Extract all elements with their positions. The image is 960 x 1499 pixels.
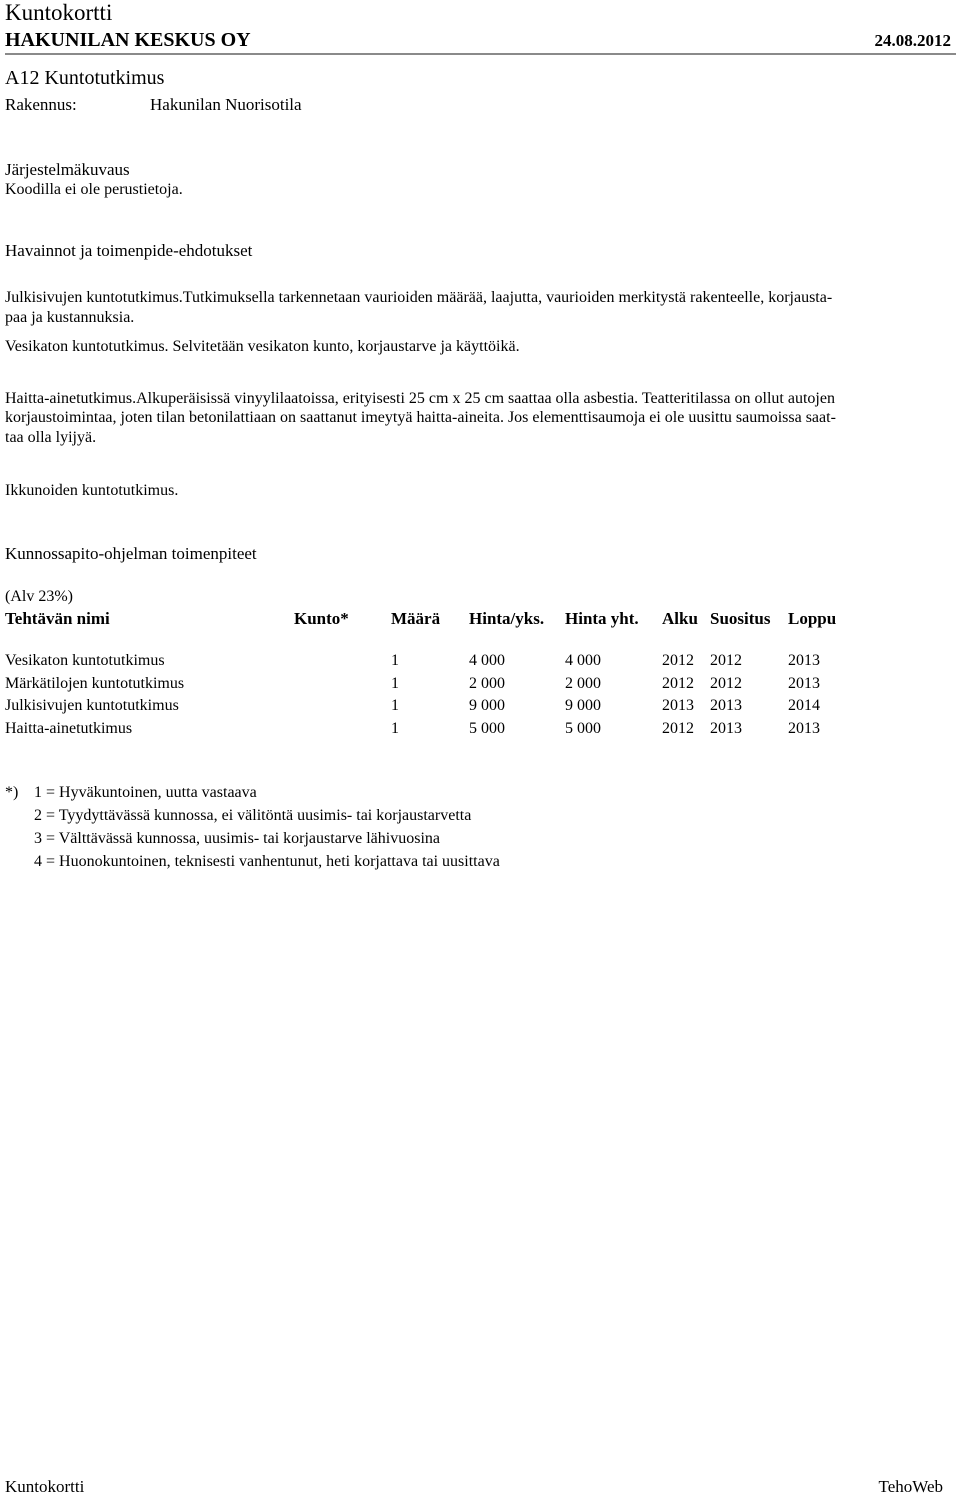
- cell-total-price: 2 000: [565, 675, 601, 692]
- observation-roof: Vesikaton kuntotutkimus. Selvitetään vesikaton kunto, korjaustarve ja käyttöikä.: [5, 338, 520, 355]
- observation-hazard-line1: Haitta-ainetutkimus.Alkuperäisissä vinyylilaatoissa, erityisesti 25 cm x 25 cm saattaa olla asbestia. Teatteritilassa on ollut autojen: [5, 390, 835, 407]
- company-name: HAKUNILAN KESKUS OY: [5, 29, 251, 51]
- cell-recommended: 2013: [710, 697, 742, 714]
- cell-start: 2012: [662, 675, 694, 692]
- cell-quantity: 1: [391, 720, 399, 737]
- system-text: Koodilla ei ole perustietoja.: [5, 181, 183, 198]
- building-value: Hakunilan Nuorisotila: [150, 95, 302, 114]
- observation-facade-line2: paa ja kustannuksia.: [5, 309, 135, 326]
- cell-unit-price: 5 000: [469, 720, 505, 737]
- cell-quantity: 1: [391, 697, 399, 714]
- cell-unit-price: 9 000: [469, 697, 505, 714]
- document-title: Kuntokortti: [5, 0, 113, 25]
- section-title: A12 Kuntotutkimus: [5, 67, 165, 89]
- document-date: 24.08.2012: [874, 31, 951, 50]
- col-header-start: Alku: [662, 609, 698, 628]
- cell-unit-price: 4 000: [469, 652, 505, 669]
- cell-total-price: 9 000: [565, 697, 601, 714]
- observation-facade-line1: Julkisivujen kuntotutkimus.Tutkimuksella tarkennetaan vaurioiden määrää, laajutta, vaurioiden merkitystä rakenteelle, korjausta-: [5, 289, 833, 306]
- cell-end: 2013: [788, 675, 820, 692]
- footer-brand: TehoWeb: [878, 1477, 943, 1496]
- cell-recommended: 2013: [710, 720, 742, 737]
- footer-title: Kuntokortti: [5, 1477, 85, 1496]
- col-header-task: Tehtävän nimi: [5, 609, 110, 628]
- cell-recommended: 2012: [710, 652, 742, 669]
- header-divider: [5, 53, 956, 55]
- legend-item: 1 = Hyväkuntoinen, uutta vastaava: [34, 784, 257, 801]
- observations-heading: Havainnot ja toimenpide-ehdotukset: [5, 241, 253, 260]
- cell-recommended: 2012: [710, 675, 742, 692]
- cell-total-price: 4 000: [565, 652, 601, 669]
- legend-item: 4 = Huonokuntoinen, teknisesti vanhentunut, heti korjattava tai uusittava: [34, 853, 500, 870]
- observation-hazard-line2: korjaustoimintaa, joten tilan betonilattiaan on saattanut imeytyä haitta-aineita. Jos elementtisaumoja ei ole uusittu saumoissa saat-: [5, 409, 836, 426]
- cell-task: Haitta-ainetutkimus: [5, 720, 133, 737]
- cell-task: Vesikaton kuntotutkimus: [5, 652, 165, 669]
- col-header-unit-price: Hinta/yks.: [469, 609, 545, 628]
- legend-marker: *): [5, 784, 19, 801]
- col-header-end: Loppu: [788, 609, 837, 628]
- maintenance-heading: Kunnossapito-ohjelman toimenpiteet: [5, 544, 257, 563]
- col-header-total-price: Hinta yht.: [565, 609, 639, 628]
- legend-item: 2 = Tyydyttävässä kunnossa, ei välitöntä uusimis- tai korjaustarvetta: [34, 807, 472, 824]
- legend-item: 3 = Välttävässä kunnossa, uusimis- tai korjaustarve lähivuosina: [34, 830, 440, 847]
- observation-windows: Ikkunoiden kuntotutkimus.: [5, 482, 179, 499]
- col-header-recommended: Suositus: [710, 609, 771, 628]
- cell-start: 2012: [662, 720, 694, 737]
- cell-start: 2013: [662, 697, 694, 714]
- vat-note: (Alv 23%): [5, 588, 73, 605]
- observation-hazard-line3: taa olla lyijyä.: [5, 429, 97, 446]
- cell-start: 2012: [662, 652, 694, 669]
- cell-end: 2013: [788, 720, 820, 737]
- cell-task: Julkisivujen kuntotutkimus: [5, 697, 179, 714]
- cell-quantity: 1: [391, 675, 399, 692]
- cell-end: 2013: [788, 652, 820, 669]
- cell-unit-price: 2 000: [469, 675, 505, 692]
- col-header-quantity: Määrä: [391, 609, 441, 628]
- cell-task: Märkätilojen kuntotutkimus: [5, 675, 185, 692]
- cell-quantity: 1: [391, 652, 399, 669]
- col-header-condition: Kunto*: [294, 609, 349, 628]
- cell-end: 2014: [788, 697, 820, 714]
- building-label: Rakennus:: [5, 95, 77, 114]
- cell-total-price: 5 000: [565, 720, 601, 737]
- system-heading: Järjestelmäkuvaus: [5, 160, 130, 179]
